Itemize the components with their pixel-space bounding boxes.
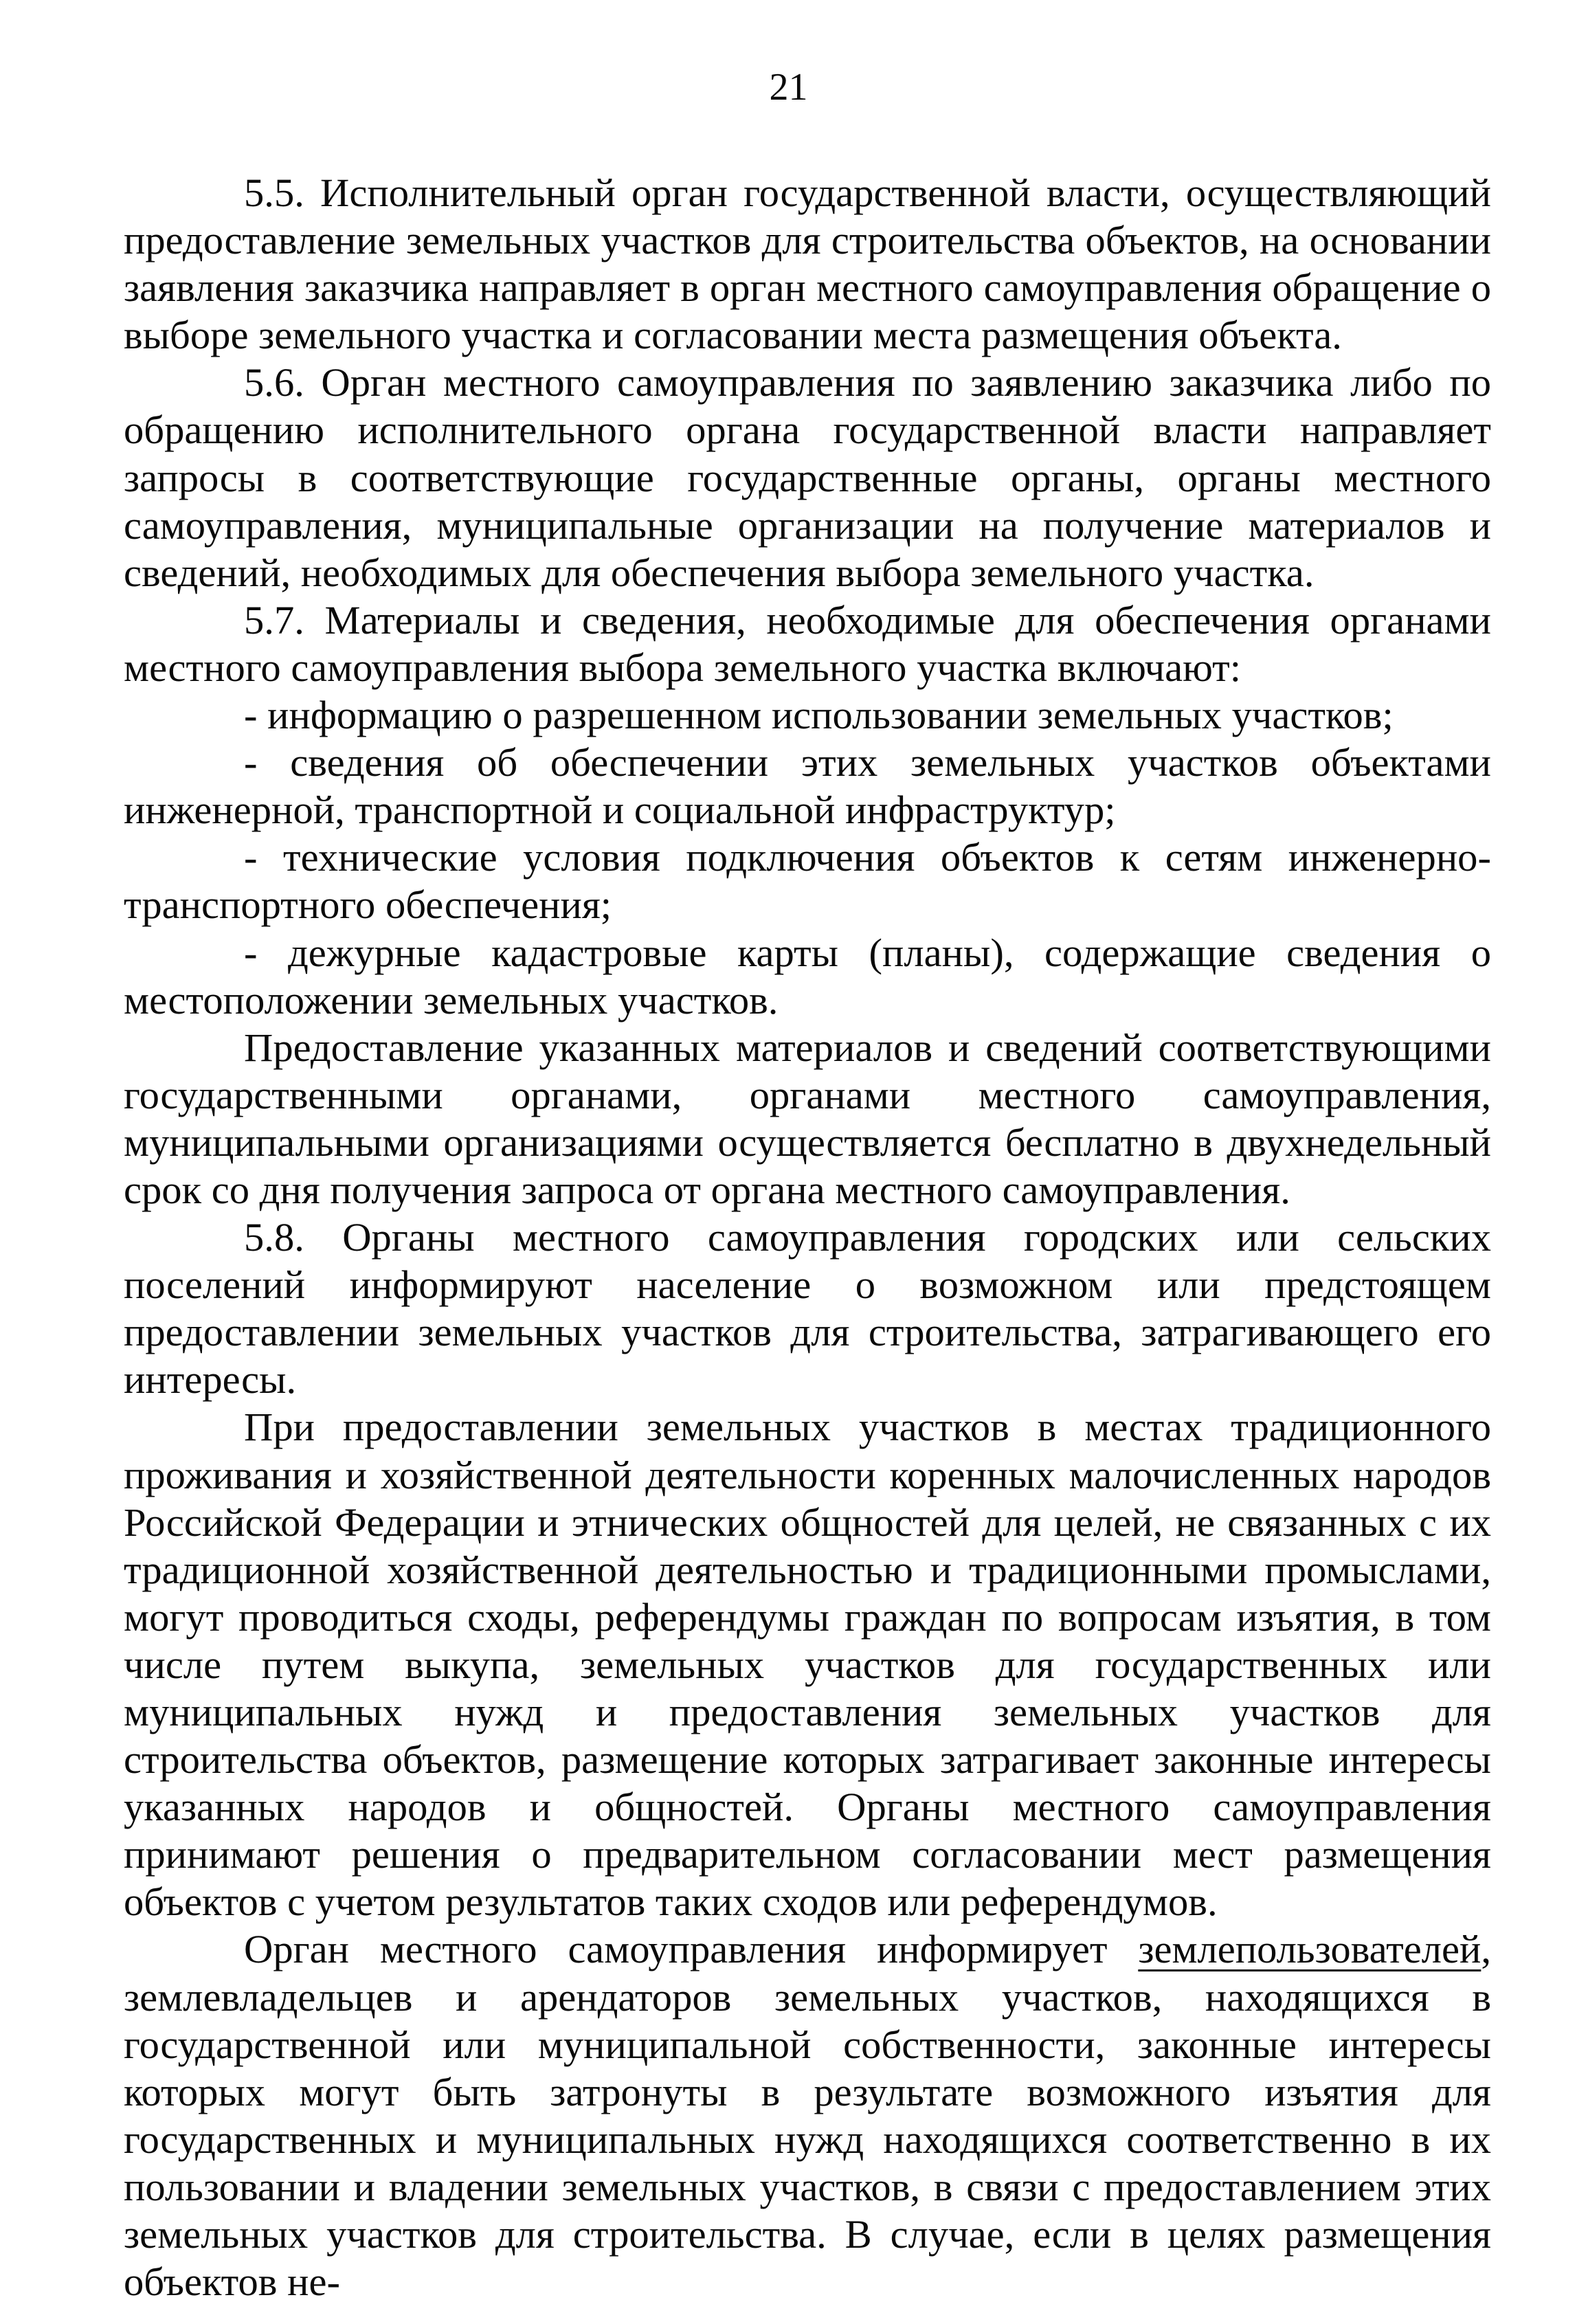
paragraph-5-6: 5.6. Орган местного самоуправления по заявлению заказчика либо по обращению исполнительного органа государственной власти направляет запросы в соответствующие государственные органы, органы местного самоуправления, муниципальные организации на получение материалов и сведений, необходимых для обеспечения выбора земельного участка.: [124, 360, 1491, 595]
list-item-permitted-use: - информацию о разрешенном использовании земельных участков;: [244, 693, 1394, 738]
underlined-term: землепользователей: [1138, 1927, 1481, 1972]
document-body: [124, 169, 1491, 2305]
inform-text-start: Орган местного самоуправления информирует: [244, 1927, 1139, 1972]
inform-text-rest: , землевладельцев и арендаторов земельных участков, находящихся в государственной или муниципальной собственности, законные интересы которых могут быть затронуты в результате возможного изъятия для государственных и муниципальных нужд находящихся соответственно в их пользовании и владении земельных участков, в связи с предоставлением этих земельных участков для строительства. В случае, если в целях размещения объектов не-: [124, 1927, 1491, 2305]
list-item-technical-conditions: - технические условия подключения объектов к сетям инженерно-транспортного обеспечения;: [124, 835, 1491, 928]
paragraph-5-7: 5.7. Материалы и сведения, необходимые для обеспечения органами местного самоуправления выбора земельного участка включают:: [124, 597, 1491, 690]
paragraph-5-5: 5.5. Исполнительный орган государственной власти, осуществляющий предоставление земельных участков для строительства объектов, на основании заявления заказчика направляет в орган местного самоуправления обращение о выборе земельного участка и согласовании места размещения объекта.: [124, 170, 1491, 358]
page-number: 21: [769, 66, 808, 109]
paragraph-provision: Предоставление указанных материалов и сведений соответствующими государственными органами, органами местного самоуправления, муниципальными организациями осуществляется бесплатно в двухнедельный срок со дня получения запроса от органа местного самоуправления.: [124, 1025, 1491, 1212]
paragraph-traditional-residence: При предоставлении земельных участков в местах традиционного проживания и хозяйственной деятельности коренных малочисленных народов Российской Федерации и этнических общностей для целей, не связанных с их традиционной хозяйственной деятельностью и традиционными промыслами, могут проводиться сходы, референдумы граждан по вопросам изъятия, в том числе путем выкупа, земельных участков для государственных или муниципальных нужд и предоставления земельных участков для строительства объектов, размещение которых затрагивает законные интересы указанных народов и общностей. Органы местного самоуправления принимают решения о предварительном согласовании мест размещения объектов с учетом результатов таких сходов или референдумов.: [124, 1405, 1491, 1925]
paragraph-inform-land-users: [124, 1925, 1491, 2305]
paragraph-5-8: 5.8. Органы местного самоуправления городских или сельских поселений информируют население о возможном или предстоящем предоставлении земельных участков для строительства, затрагивающего его интересы.: [124, 1215, 1491, 1403]
list-item-infrastructure: - сведения об обеспечении этих земельных участков объектами инженерной, транспортной и социальной инфраструктур;: [124, 740, 1491, 833]
list-item-cadastral-maps: - дежурные кадастровые карты (планы), содержащие сведения о местоположении земельных участков.: [124, 930, 1491, 1023]
